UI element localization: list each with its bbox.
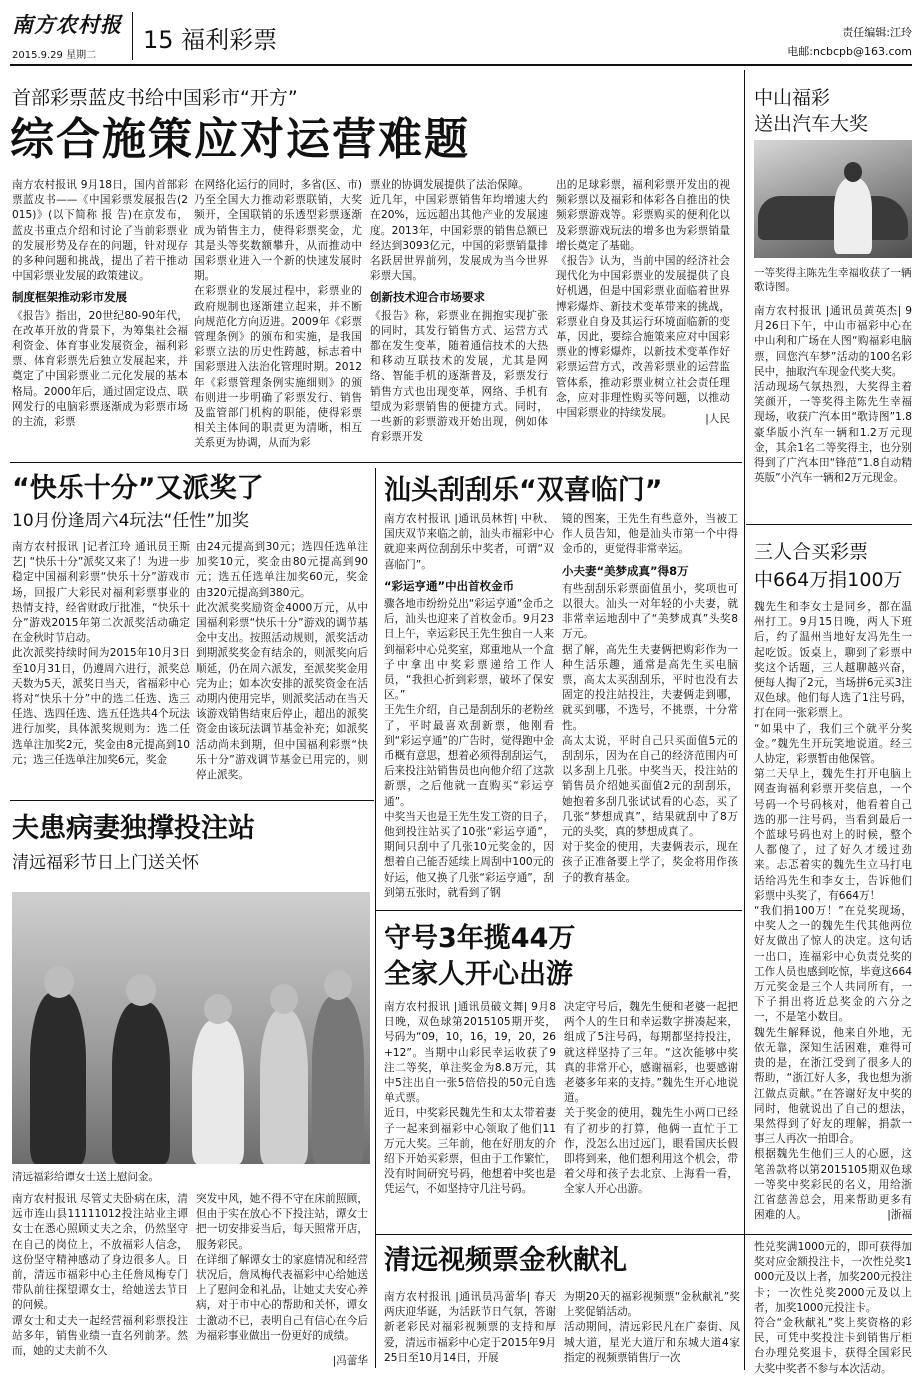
newspaper-logo: 南方农村报 — [12, 12, 122, 37]
zhongshan-caption: 一等奖得主陈先生幸福收获了一辆 歌诗图。 — [754, 267, 912, 293]
fuhuan-column-1: 南方农村报讯 尽管丈夫卧病在床，清远市连山县11111012投注站业主谭女士在悉心照顾丈夫之余，仍然坚守在自己的岗位上，不放福彩人信念，这份坚守精神感动了身边很多人。日前，清远市福彩中心主任詹凤梅专门带队前往探望谭女士，给她送去节日的问候。 谭女士和丈夫一起经营福利彩票投注站多年，销售业绩一直名列前茅。然而，她的丈夫前不久 — [12, 1193, 188, 1358]
zhongshan-body: 南方农村报讯 |通讯员黄英杰| 9月26日下午，中山市福彩中心在中山利和广场在人图“购福彩电脑票，回您汽车梦”活动的100名彩民中，抽取汽车现金代奖大奖。 活动现场气氛热烈，大奖得主着笑颜开，一等奖得主陈先生幸福现场，收获广汽本田“歌诗图”1.8豪华版小汽车一辆和1.2万元现金，其余1名二等奖得主，也分别得到了广汽本田“锋范”1.8自动精英版”小汽车一辆和2万元现金。 — [754, 305, 912, 485]
shantou-subhead-1: “彩运亨通”中出首枚金币 — [384, 578, 515, 593]
shantou-col2-text: 镜的图案，王先生有些意外，当被工作人员告知，他是汕头市第一个中得金币的，更觉得非常幸运。 — [562, 513, 738, 556]
shouhao-column-2: 决定守号后，魏先生便和老婆一起把两个人的生日和幸运数字拼凑起来，组成了5注号码，每期都坚持投注，就这样坚持了三年。“这次能够中奖真的非常开心，感谢福彩，也要感谢老婆多年来的支持。”魏先生开心地说道。 关于奖金的使用，魏先生小两口已经有了初步的打算，他俩一直忙于工作，没怎么出过远门，眼看国庆长假即将到来，他们想利用这个机会，带着父母和孩子去北京、上海看一看，全家人开心出游。 — [564, 1001, 738, 1196]
lead-subhead-3: 创新技术迎合市场要求 — [370, 290, 485, 305]
winner-figure — [834, 178, 872, 254]
kuaile-column-2: 由24元提高到30元；选四任选单注加奖10元，奖金由80元提高到90元；选五任选单注加奖60元，奖金由320元提高到380元。 此次派奖奖励资金4000万元，从中国福利彩票“快乐十分”游戏的调节基金中支出。按照活动规则，派奖活动到期派奖奖金有结余的，则派奖向后顺延，仍在周六派发，至派奖奖金用完为止；如本次安排的派奖资金在活动期内使用完毕，则派奖活动在当天该游戏销售结束后停止，超出的派奖资金由该玩法调节基金补充；如派奖活动尚未到期，但中国福利彩票“快乐十分”游戏调节基金已用完的，则停止派奖。 — [196, 541, 368, 782]
figure-1-head — [44, 966, 74, 998]
page-section-title: 15 福利彩票 — [143, 26, 278, 54]
lead-byline: |人民 — [705, 413, 730, 425]
fuhuan-byline: |冯蕾华 — [332, 1355, 368, 1367]
editor-email[interactable]: 电邮:ncbcpb@163.com — [787, 45, 912, 58]
qingyuan-column-3: 性兑奖满1000元的，即可获得加奖对应金额投注卡，一次性兑奖1000元及以上者，加奖200元投注卡；一次性兑奖2000元及以上者，加奖1000元投注卡。 符合“金秋献礼”奖上奖资格的彩民，可凭中奖投注卡到销售厅柜台办理兑奖退卡，获得全国彩民大奖中奖者不参与本次活动。 — [754, 1241, 912, 1375]
fuhuan-subhead: 清远福彩节日上门送关怀 — [12, 853, 199, 873]
figure-3 — [192, 1020, 244, 1164]
lead-kicker: 首部彩票蓝皮书给中国彩市“开方” — [12, 87, 298, 109]
section-rule-1 — [10, 462, 742, 463]
shantou-column-2 — [562, 512, 738, 902]
shantou-col2b-text: 有些刮刮乐彩票面值虽小，奖项也可以很大。汕头一对年轻的小夫妻，就非常幸运地刮中了“美梦成真”头奖8万元。 据了解，高先生夫妻俩把购彩作为一种生活乐趣，通常是高先生买电脑票，高太太买刮刮乐，平时也没有去固定的投注站投注，夫妻俩走到哪，就买到哪，不选号，不挑票，十分常性。 高太太说，平时自己只买面值5元的刮刮乐，因为在自己的经济范围内可以多刮上几张。中奖当天，投注站的销售员介绍她买面值2元的刮刮乐，她抱着多刮几张试试看的心态，买了几张“梦想成真”，结果就刮中了8万元的头奖，真的梦想成真了。 对于奖金的使用，夫妻俩表示，现在孩子正准备要上学了，奖金将用作孩子的教育基金。 — [562, 582, 738, 884]
figure-3-head — [204, 994, 232, 1024]
zhongshan-photo — [754, 140, 912, 258]
lead-column-3 — [370, 178, 548, 448]
lead-column-4: 出的足球彩票，福利彩票开发出的视频彩票以及福彩和体彩各自推出的快频彩票游戏等。彩票购买的便利化以及彩票游戏玩法的增多也为彩票销量增长奠定了基础。 《报告》认为，当前中国的经济社会现代化为中国彩票业的发展提供了良好机遇，但是中国彩票业面临着世界博彩爆炸、新技术变革带来的挑战，彩票业自身及其运行环境面临新的变革，因此，要综合施策来应对中国彩票业的博彩爆炸，以新技术变革作好彩票运营方式，改善彩票业的运营监管体系，推动彩票业树立社会责任理念，应对非理性购买等问题，以推动中国彩票业的持续发展。 — [556, 179, 730, 420]
issue-date: 2015.9.29 星期二 — [12, 50, 97, 61]
shantou-col1b-text: 骤各地市纷纷兑出“彩运亨通”金币之后，汕头也迎来了首枚金币。9月23日上午，幸运彩民王先生独自一人来到福彩中心兑奖室，郑重地从一个盒子中拿出中奖彩票递给工作人员，“我担心折到彩票，破坏了保安区。” 王先生介绍，自己是刮刮乐的老粉丝了，平时最喜欢刮新票，他刚看到“彩运亨通”的广告时，觉得跑中金币概有意思，想着必须得刮刮运气，后来投注站销售员也向他介绍了这款新票，之后他就一直购买“彩运亨通”。 中奖当天也是王先生发工资的日子，他到投注站买了10张“彩运亨通”，期间只刮中了几张10元奖金的，因想着自己能否延续上周刮中100元的好运，他又换了几张“彩运亨通”，刮到第五张时，就看到了钢 — [384, 598, 554, 899]
shantou-col1-text: 南方农村报讯 |通讯员林哲| 中秋、国庆双节来临之前，汕头市福彩中心就迎来两位刮刮乐中奖者，可谓“双喜临门”。 — [384, 513, 554, 571]
qingyuan-headline: 清远视频票金秋献礼 — [384, 1245, 627, 1276]
right-column-divider — [744, 70, 745, 1370]
fuhuan-headline: 夫患病妻独撑投注站 — [12, 813, 255, 844]
lead-column-2: 在网络化运行的同时，多省(区、市)乃至全国大力推动彩票联销，大奖频开，全国联销的乐透型彩票逐渐成为销售主力，使得彩票奖金，尤其是头等奖数额攀升，从而推动中国彩票业进入一个新的快速发展时期。 在彩票业的发展过程中，彩票业的政府规制也逐渐建立起来，并不断向规范化方向迈进。2009年《彩票管理条例》的颁布和实施，是我国彩票立法的历史性跨越，标志着中国彩票进入法治化管理时期。2012年《彩票管理条例实施细则》的颁布则进一步明确了彩票发行、销售及监管部门机构的职能，使得彩票相关主体间的职责更为清晰，相互关系更为协调，从而为彩 — [194, 179, 362, 450]
section-rule-3 — [376, 910, 742, 911]
sanren-headline-1: 三人合买彩票 — [754, 541, 869, 563]
sanren-rule — [746, 524, 912, 525]
figure-4-head — [270, 984, 298, 1014]
fuhuan-photo — [12, 892, 370, 1164]
winner-head — [844, 162, 862, 182]
shantou-subhead-2: 小夫妻“美梦成真”得8万 — [562, 563, 689, 578]
car-shape — [758, 196, 908, 240]
shantou-column-1 — [384, 512, 554, 902]
section-rule-4 — [376, 1234, 912, 1235]
sanren-headline-2: 中664万捐100万 — [754, 569, 903, 591]
qingyuan-column-1: 南方农村报讯 |通讯员冯蕾华| 春天两庆迎华诞，为活跃节日气氛，答谢新老彩民对福彩视频票的支持和厚爱，清远市福彩中心定于2015年9月25日至10月14日，开展 — [384, 1291, 556, 1364]
masthead-divider — [132, 12, 133, 60]
shouhao-column-1: 南方农村报讯 |通讯员破文舞| 9月8日晚，双色球第2015105期开奖，号码为“09，10，16，19，20，26+12”。当期中山彩民幸运收获了9注二等奖，单注奖金为8.8万元，其中5注出自一张5倍倍投的50元自选单式票。 近日，中奖彩民魏先生和太太带着妻子一起来到福彩中心领取了他们11万元大奖。三年前，他在好朋友的介绍下开始买彩票，但由于工作繁忙，没有时间研究号码，他想着中奖也是凭运气，不如坚持守几注号码。 — [384, 1001, 556, 1196]
lead-col3-text: 票业的协调发展提供了法治保障。 近几年，中国彩票销售年均增速大约在20%，远远超出其他产业的发展速度。2013年，中国彩票的销售总额已经达到3093亿元，中国的彩票销量排名跃居世界前列，发展成为当今世界彩票大国。 — [370, 179, 548, 283]
zhongshan-headline-1: 中山福彩 — [754, 87, 831, 109]
figure-5 — [312, 996, 364, 1164]
lead-col3b-text: 《报告》称，彩票业在拥抱实现扩张的同时，其发行销售方式、运营方式都在发生变革，随着通信技术的大热和移动互联技术的发展，尤其是网络、智能手机的逐渐普及，彩票发行销售方式也出现变革，网络、手机有望成为彩票销售的便捷方式。同时，一些新的彩票游戏开始出现，例如体育彩票开发 — [370, 309, 548, 444]
middle-column-divider — [375, 468, 376, 1368]
kuaile-subhead: 10月份逢周六4玩法“任性”加奖 — [12, 511, 250, 531]
editor-credit: 责任编辑:江玲 — [842, 26, 912, 39]
section-rule-2 — [10, 800, 374, 801]
kuaile-headline: “快乐十分”又派奖了 — [12, 473, 264, 504]
lead-subhead-1: 制度框架推动彩市发展 — [12, 290, 127, 305]
qingyuan-column-2: 为期20天的福彩视频票“金秋献礼”奖上奖促销活动。 活动期间，清远彩民凡在广泰街、凤城大道，星光大道厅和东城大道4家指定的视频票销售厅一次 — [564, 1291, 740, 1364]
sanren-body: 魏先生和李女士是同乡，都在温州打工。9月15日晚，两人下班后，约了温州当地好友冯先生一起吃饭。饭桌上，聊到了彩票中奖这个话题，三人越聊越兴奋，便每人掏了2元，当场拼6元买3注双色球。他们每人选了1注号码，打在同一张彩票上。 “如果中了，我们三个就平分奖金。”魏先生开玩笑地说道。经三人协定，彩票暂由他保管。 第二天早上，魏先生打开电脑上网查询福利彩票开奖信息，一个号码一个号码核对，他看着自己选的那一注号码，当看到最后一个蓝球号码也对上的时候，整个人都傻了，过了好久才缓过劲来。忐忑着实的魏先生立马打电话给冯先生和李女士，告诉他们彩票中头奖了，有664万！ “我们捐100万！”在兑奖现场，中奖人之一的魏先生代其他两位好友做出了惊人的决定。这句话一出口，连福彩中心负责兑奖的工作人员也感到吃惊，毕竟这664万元奖金是三个人共同所有，一下子捐出将近总奖金的六分之一，不是笔小数目。 魏先生解释说，他来自外地，无依无靠，深知生活困难，难得可贵的是，在浙江受到了很多人的帮助，“浙江好人多，我也想为浙江做点贡献。”在答谢好友中奖的同时，他就说出了自己的想法，果然得到了好友的理解，捐款一事三人再次一拍即合。 根据魏先生他们三人的心愿，这笔善款将以第2015105期双色球一等奖中奖彩民的名义，用给浙江省慈善总会，用来帮助更多有困难的人。 — [754, 601, 912, 1222]
masthead-rule — [10, 64, 912, 66]
lead-column-1 — [12, 178, 188, 448]
figure-2-head — [126, 974, 156, 1006]
sanren-byline: |浙福 — [887, 1209, 912, 1221]
figure-5-head — [324, 970, 352, 1000]
lead-col1-text: 南方农村报讯 9月18日，国内首部彩票蓝皮书——《中国彩票发展报告(2015)》(以下简称 报 告)在京发布，蓝皮书重点介绍和讨论了当前彩票业的发展形势及存在的问题，针对现存的多种问题和挑战，提出了若干推动中国彩票业发展的政策建议。 — [12, 179, 188, 283]
shouhao-headline-1: 守号3年揽44万 — [384, 923, 576, 954]
fuhuan-column-2: 突发中风，她不得不守在床前照顾，但由于实在放心不下投注站，谭女士把一切安排妥当后，每天照常开店，服务彩民。 在详细了解谭女士的家庭情况和经营状况后，詹凤梅代表福彩中心给她送上了慰问金和礼品，让她丈夫安心养病，对于市中心的帮助和关怀，谭女士激动不已，表明自己有信心在今后为福彩事业做出一份更好的成绩。 — [196, 1193, 368, 1342]
lead-col1b-text: 《报告》指出，20世纪80-90年代，在改革开放的背景下，为筹集社会福利资金、体育事业发展资金，福利彩票、体育彩票先后独立发展起来，并奠定了中国彩票业二元化发展的基本格局。2000年后，通过固定设点、联网发行的电脑彩票逐渐成为彩票市场的主流，彩票 — [12, 309, 188, 429]
fuhuan-caption: 清远福彩给谭女士送上慰问金。 — [12, 1171, 159, 1183]
lead-headline: 综合施策应对运营难题 — [10, 114, 470, 165]
shantou-headline: 汕头刮刮乐“双喜临门” — [384, 475, 663, 506]
figure-2 — [112, 1002, 170, 1164]
zhongshan-headline-2: 送出汽车大奖 — [754, 113, 869, 135]
figure-4 — [260, 1010, 308, 1164]
figure-1 — [30, 992, 86, 1164]
kuaile-column-1: 南方农村报讯 |记者江玲 通讯员王斯艺| “快乐十分”派奖又来了！为进一步稳定中国福利彩票“快乐十分”游戏市场，回报广大彩民对福利彩票事业的热情支持，经省财政厅批准，“快乐十分”游戏2015年第二次派奖活动确定在金秋时节启动。 此次派奖持续时间为2015年10月3日至10月31日，仍遵周六进行，派奖总天数为5天，派奖日当天，省福彩中心将对“快乐十分”中的选二任选、选三任选、选四任选、选五任选共4个玩法进行加奖，具体派奖规则为：选二任选单注加奖2元，奖金由8元提高到10元；选三任选单注加奖6元，奖金 — [12, 541, 190, 766]
shouhao-headline-2: 全家人开心出游 — [384, 959, 573, 990]
